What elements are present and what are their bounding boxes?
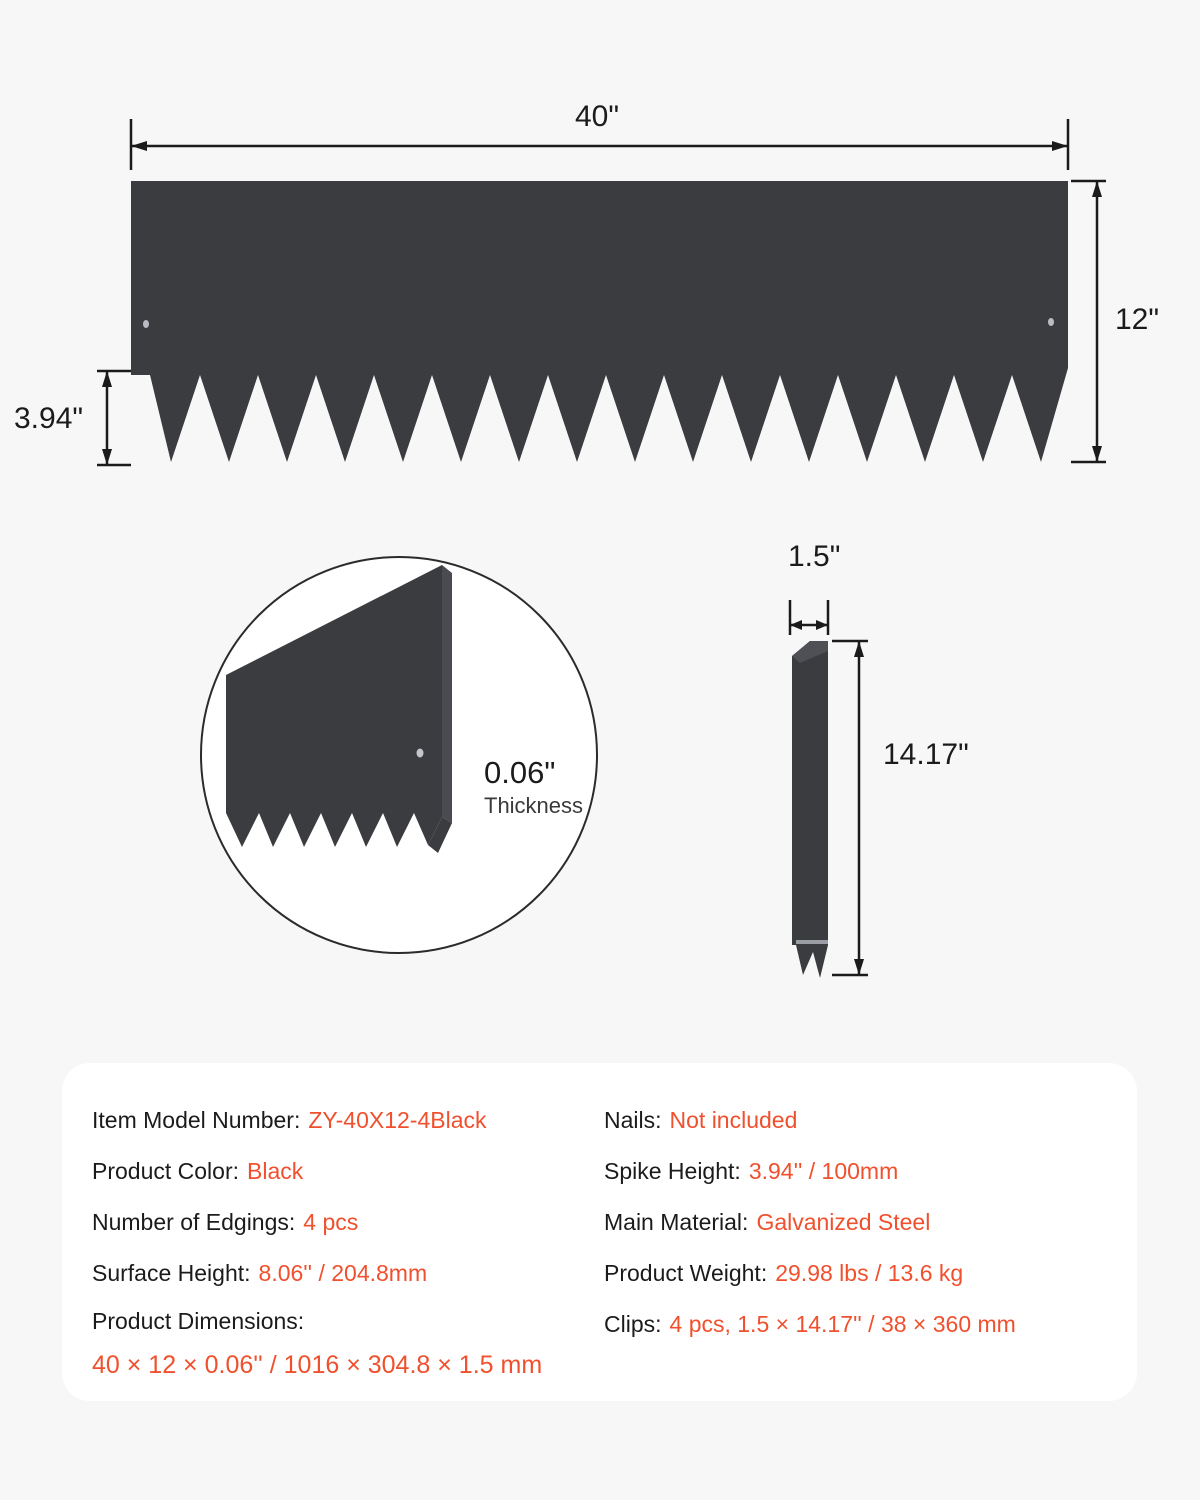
screw-hole-right [1048,318,1054,326]
height-dimension-line [1071,181,1106,462]
spec-value-nails: Not included [669,1107,798,1133]
specification-grid [92,1095,1107,1387]
width-arrow-right [1052,141,1068,151]
panel-top-edge [131,181,1068,190]
spike-height-dimension-line [97,371,131,465]
height-arrow-bottom [1092,446,1102,462]
spec-value-material: Galvanized Steel [756,1209,931,1235]
spike-arrow-top [102,371,112,387]
clip-height-arrow-bottom [854,959,864,975]
spec-value-spike-height: 3.94'' / 100mm [748,1158,899,1184]
height-arrow-top [1092,181,1102,197]
spec-label-dimensions: Product Dimensions: [92,1308,305,1334]
spike-height-dimension-label: 3.94" [14,402,84,435]
spec-value-model: ZY-40X12-4Black [308,1107,487,1133]
spec-value-color: Black [247,1158,304,1184]
screw-hole-left [143,320,149,328]
width-arrow-left [131,141,147,151]
height-dimension-label: 12" [1115,303,1160,336]
spec-value-surface-height: 8.06'' / 204.8mm [258,1260,428,1286]
spec-label-color: Product Color: [92,1158,240,1184]
spec-row-color [92,1146,604,1197]
spec-label-weight: Product Weight: [604,1260,768,1286]
spec-value-dimensions: 40 × 12 × 0.06'' / 1016 × 304.8 × 1.5 mm [92,1351,543,1379]
clip-width-arrow-left [790,620,802,630]
clip-width-label: 1.5" [788,540,841,573]
clip-notch [796,940,828,944]
clip-height-arrow-top [854,641,864,657]
spec-row-nails [604,1095,1107,1146]
spec-label-spike-height: Spike Height: [604,1158,741,1184]
spec-value-clips: 4 pcs, 1.5 × 14.17'' / 38 × 360 mm [669,1311,1016,1337]
clip-height-label: 14.17" [883,738,969,771]
spec-row-edging-count [92,1197,604,1248]
clip-width-dimension-line [790,600,828,635]
detail-screw-hole [417,749,424,758]
spec-label-edging-count: Number of Edgings: [92,1209,296,1235]
spec-label-model: Item Model Number: [92,1107,301,1133]
spec-label-material: Main Material: [604,1209,749,1235]
spec-value-weight: 29.98 lbs / 13.6 kg [775,1260,964,1286]
spec-row-weight [604,1248,1107,1299]
thickness-value-label: 0.06" [484,755,556,790]
spike-arrow-bottom [102,449,112,465]
spec-row-model [92,1095,604,1146]
thickness-detail-lens [190,555,660,995]
clip-width-arrow-right [816,620,828,630]
spec-label-surface-height: Surface Height: [92,1260,251,1286]
spec-label-nails: Nails: [604,1107,662,1133]
spec-value-edging-count: 4 pcs [303,1209,359,1235]
spec-row-material [604,1197,1107,1248]
spec-row-clips [604,1299,1107,1387]
clip-shape [792,641,828,978]
thickness-caption-label: Thickness [484,793,584,818]
spec-row-surface-height [92,1248,604,1299]
specification-card [62,1063,1137,1401]
spec-row-dimensions [92,1299,604,1387]
edging-panel-top-view [0,0,1200,520]
edging-panel-shape [131,181,1068,462]
width-dimension-label: 40" [575,100,620,133]
spec-label-clips: Clips: [604,1311,662,1337]
clip-height-dimension-line [832,641,868,975]
spec-row-spike-height [604,1146,1107,1197]
